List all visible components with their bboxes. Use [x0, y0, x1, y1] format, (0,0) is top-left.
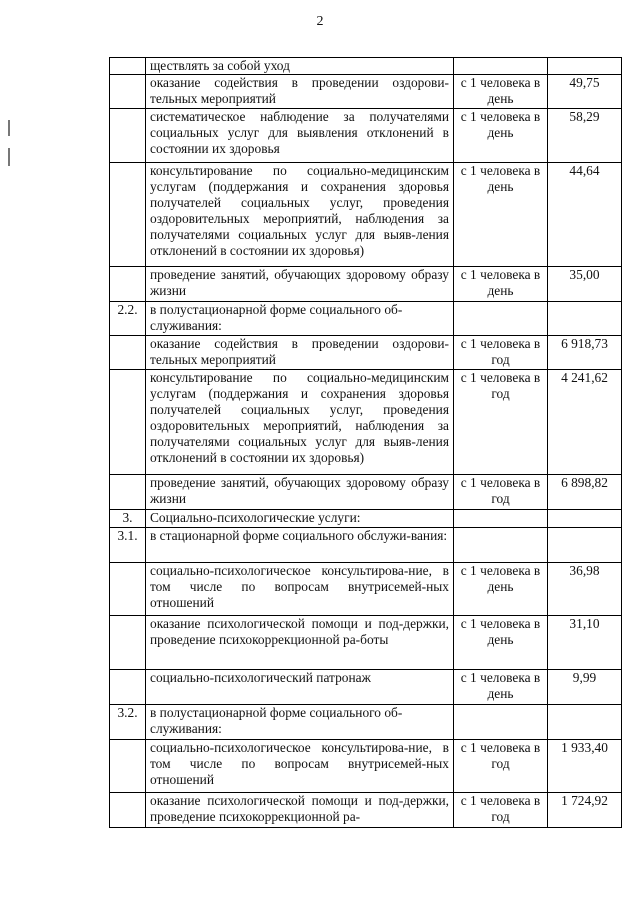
unit-cell: с 1 человека в день [454, 75, 548, 109]
service-row [110, 563, 622, 616]
service-row [110, 670, 622, 705]
unit-cell [454, 302, 548, 336]
service-row [110, 58, 622, 75]
unit-cell: с 1 человека в день [454, 109, 548, 163]
service-description-cell: социально-психологический патронаж [146, 670, 454, 705]
unit-cell: с 1 человека в день [454, 670, 548, 705]
service-row [110, 336, 622, 370]
tariff-table-body [110, 58, 622, 828]
service-description-cell: Социально-психологические услуги: [146, 510, 454, 528]
tariff-price-cell: 4 241,62 [548, 370, 622, 475]
row-number-cell [110, 75, 146, 109]
tariff-price-cell [548, 705, 622, 740]
tariff-price-cell: 6 918,73 [548, 336, 622, 370]
service-row [110, 475, 622, 510]
service-description-cell: в полустационарной форме социального об-служивания: [146, 302, 454, 336]
unit-cell: с 1 человека в день [454, 563, 548, 616]
scan-margin-mark [8, 148, 10, 166]
service-row [110, 616, 622, 670]
service-row [110, 793, 622, 828]
service-row [110, 267, 622, 302]
row-number-cell [110, 740, 146, 793]
service-description-cell: консультирование по социально-медицинским услугам (поддержания и сохранения здоровья получателей социальных услуг, проведения оздоровительных мероприятий, наблюдения за получателями социальных услуг для выяв-ления отклонений в состоянии их здоровья) [146, 163, 454, 267]
row-number-cell [110, 163, 146, 267]
tariff-price-cell [548, 58, 622, 75]
service-description-cell: проведение занятий, обучающих здоровому образу жизни [146, 475, 454, 510]
tariff-price-cell [548, 510, 622, 528]
row-number-cell: 2.2. [110, 302, 146, 336]
service-description-cell: проведение занятий, обучающих здоровому образу жизни [146, 267, 454, 302]
row-number-cell [110, 336, 146, 370]
tariff-price-cell: 49,75 [548, 75, 622, 109]
unit-cell: с 1 человека в год [454, 740, 548, 793]
tariff-price-cell [548, 528, 622, 563]
tariff-price-cell: 44,64 [548, 163, 622, 267]
service-row [110, 109, 622, 163]
tariff-price-cell: 35,00 [548, 267, 622, 302]
service-description-cell: социально-психологическое консультирова-ние, в том числе по вопросам внутрисемей-ных отношений [146, 563, 454, 616]
service-row [110, 370, 622, 475]
service-description-cell: в стационарной форме социального обслужи-вания: [146, 528, 454, 563]
unit-cell: с 1 человека в год [454, 475, 548, 510]
row-number-cell: 3.1. [110, 528, 146, 563]
row-number-cell [110, 370, 146, 475]
tariff-price-cell: 1 724,92 [548, 793, 622, 828]
service-row [110, 163, 622, 267]
unit-cell: с 1 человека в год [454, 793, 548, 828]
row-number-cell [110, 58, 146, 75]
row-number-cell [110, 563, 146, 616]
row-number-cell [110, 670, 146, 705]
service-description-cell: оказание содействия в проведении оздорови-тельных мероприятий [146, 75, 454, 109]
section-row [110, 302, 622, 336]
row-number-cell: 3.2. [110, 705, 146, 740]
tariff-price-cell: 9,99 [548, 670, 622, 705]
service-description-cell: в полустационарной форме социального об-служивания: [146, 705, 454, 740]
row-number-cell [110, 475, 146, 510]
row-number-cell [110, 616, 146, 670]
unit-cell: с 1 человека в год [454, 336, 548, 370]
service-row [110, 740, 622, 793]
unit-cell [454, 510, 548, 528]
row-number-cell: 3. [110, 510, 146, 528]
tariff-price-cell: 58,29 [548, 109, 622, 163]
section-row [110, 510, 622, 528]
service-description-cell: консультирование по социально-медицинским услугам (поддержания и сохранения здоровья получателей социальных услуг, проведения оздоровительных мероприятий, наблюдения за получателями социальных услуг для выяв-ления отклонений в состоянии их здоровья) [146, 370, 454, 475]
scan-margin-mark [8, 120, 10, 136]
service-description-cell: социально-психологическое консультирова-ние, в том числе по вопросам внутрисемей-ных отношений [146, 740, 454, 793]
unit-cell [454, 58, 548, 75]
tariff-price-cell: 31,10 [548, 616, 622, 670]
row-number-cell [110, 109, 146, 163]
unit-cell [454, 528, 548, 563]
row-number-cell [110, 267, 146, 302]
tariff-table [109, 57, 622, 828]
service-description-cell: оказание психологической помощи и под-держки, проведение психокоррекционной ра- [146, 793, 454, 828]
tariff-price-cell: 36,98 [548, 563, 622, 616]
service-description-cell: систематическое наблюдение за получателями социальных услуг для выявления отклонений в состоянии их здоровья [146, 109, 454, 163]
service-description-cell: оказание психологической помощи и под-держки, проведение психокоррекционной ра-боты [146, 616, 454, 670]
unit-cell: с 1 человека в день [454, 616, 548, 670]
row-number-cell [110, 793, 146, 828]
tariff-price-cell: 6 898,82 [548, 475, 622, 510]
section-row [110, 705, 622, 740]
tariff-price-cell [548, 302, 622, 336]
unit-cell: с 1 человека в год [454, 370, 548, 475]
service-row [110, 75, 622, 109]
service-description-cell: оказание содействия в проведении оздорови-тельных мероприятий [146, 336, 454, 370]
section-row [110, 528, 622, 563]
service-description-cell: ществлять за собой уход [146, 58, 454, 75]
unit-cell [454, 705, 548, 740]
unit-cell: с 1 человека в день [454, 163, 548, 267]
tariff-price-cell: 1 933,40 [548, 740, 622, 793]
unit-cell: с 1 человека в день [454, 267, 548, 302]
page-number: 2 [316, 14, 324, 29]
